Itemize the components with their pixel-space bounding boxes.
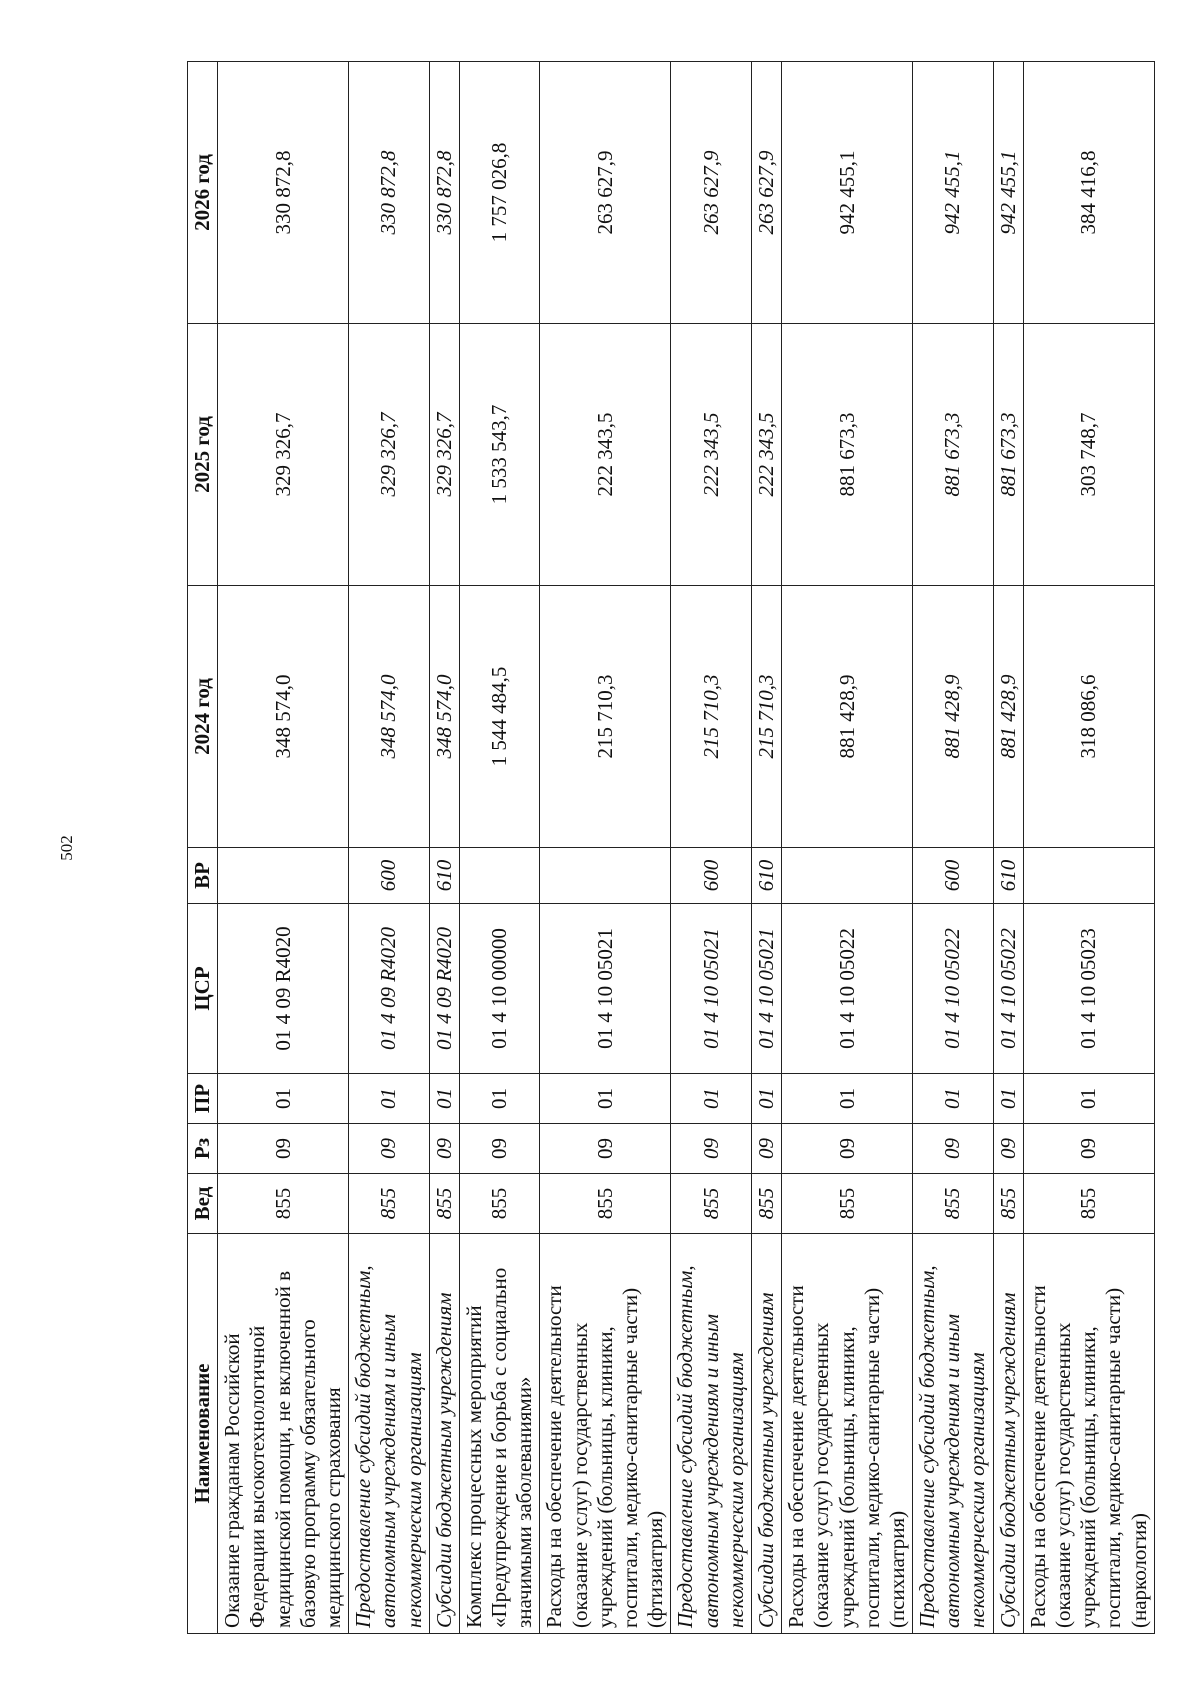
header-2025: 2025 год xyxy=(188,324,218,586)
cell-name: Субсидии бюджетным учреждениям xyxy=(993,1234,1023,1634)
header-ved: Вед xyxy=(188,1174,218,1234)
cell-csr: 01 4 10 05022 xyxy=(782,904,913,1074)
cell-csr: 01 4 10 05021 xyxy=(671,904,752,1074)
cell-2024: 348 574,0 xyxy=(429,586,459,848)
cell-ved: 855 xyxy=(671,1174,752,1234)
rotated-table-container xyxy=(187,62,1151,1634)
cell-2024: 881 428,9 xyxy=(782,586,913,848)
cell-vr xyxy=(459,848,540,904)
cell-2024: 318 086,6 xyxy=(1023,586,1154,848)
page-number: 502 xyxy=(57,835,76,861)
cell-2026: 330 872,8 xyxy=(218,62,349,324)
cell-name: Комплекс процессных мероприятий «Предупреждение и борьба с социально значимыми заболеваниями» xyxy=(459,1234,540,1634)
cell-csr: 01 4 10 05022 xyxy=(913,904,994,1074)
cell-pr: 01 xyxy=(913,1074,994,1124)
cell-ved: 855 xyxy=(913,1174,994,1234)
cell-2025: 222 343,5 xyxy=(671,324,752,586)
cell-csr: 01 4 09 R4020 xyxy=(218,904,349,1074)
table-row xyxy=(540,62,671,1634)
cell-2024: 348 574,0 xyxy=(349,586,430,848)
table-row xyxy=(1023,62,1154,1634)
cell-pr: 01 xyxy=(218,1074,349,1124)
cell-ved: 855 xyxy=(459,1174,540,1234)
cell-ved: 855 xyxy=(782,1174,913,1234)
header-rz: Рз xyxy=(188,1124,218,1174)
cell-vr xyxy=(218,848,349,904)
cell-vr: 600 xyxy=(349,848,430,904)
cell-2025: 222 343,5 xyxy=(540,324,671,586)
cell-name: Предоставление субсидий бюджетным, автономным учреждениям и иным некоммерческим организациям xyxy=(349,1234,430,1634)
cell-rz: 09 xyxy=(671,1124,752,1174)
cell-2026: 942 455,1 xyxy=(993,62,1023,324)
header-2024: 2024 год xyxy=(188,586,218,848)
cell-rz: 09 xyxy=(782,1124,913,1174)
cell-pr: 01 xyxy=(671,1074,752,1124)
budget-table xyxy=(187,61,1155,1634)
cell-rz: 09 xyxy=(540,1124,671,1174)
cell-vr xyxy=(782,848,913,904)
cell-2026: 330 872,8 xyxy=(349,62,430,324)
header-vr: ВР xyxy=(188,848,218,904)
cell-2024: 215 710,3 xyxy=(751,586,781,848)
cell-ved: 855 xyxy=(993,1174,1023,1234)
cell-pr: 01 xyxy=(349,1074,430,1124)
cell-rz: 09 xyxy=(1023,1124,1154,1174)
cell-name: Предоставление субсидий бюджетным, автономным учреждениям и иным некоммерческим организациям xyxy=(671,1234,752,1634)
cell-2025: 329 326,7 xyxy=(429,324,459,586)
cell-vr xyxy=(1023,848,1154,904)
cell-csr: 01 4 10 05021 xyxy=(751,904,781,1074)
table-row xyxy=(993,62,1023,1634)
cell-2026: 263 627,9 xyxy=(751,62,781,324)
table-row xyxy=(782,62,913,1634)
header-pr: ПР xyxy=(188,1074,218,1124)
cell-2024: 215 710,3 xyxy=(671,586,752,848)
cell-vr xyxy=(540,848,671,904)
table-row xyxy=(751,62,781,1634)
cell-2026: 1 757 026,8 xyxy=(459,62,540,324)
cell-name: Расходы на обеспечение деятельности (оказание услуг) государственных учреждений (больницы, клиники, госпитали, медико-санитарные части) (наркология) xyxy=(1023,1234,1154,1634)
cell-2024: 215 710,3 xyxy=(540,586,671,848)
cell-2026: 942 455,1 xyxy=(782,62,913,324)
cell-vr: 610 xyxy=(993,848,1023,904)
cell-csr: 01 4 10 05023 xyxy=(1023,904,1154,1074)
cell-2025: 881 673,3 xyxy=(782,324,913,586)
cell-pr: 01 xyxy=(459,1074,540,1124)
cell-rz: 09 xyxy=(218,1124,349,1174)
cell-vr: 610 xyxy=(751,848,781,904)
cell-2025: 329 326,7 xyxy=(218,324,349,586)
cell-2026: 330 872,8 xyxy=(429,62,459,324)
cell-name: Субсидии бюджетным учреждениям xyxy=(751,1234,781,1634)
cell-csr: 01 4 09 R4020 xyxy=(429,904,459,1074)
cell-2024: 881 428,9 xyxy=(913,586,994,848)
cell-2024: 1 544 484,5 xyxy=(459,586,540,848)
table-body xyxy=(218,62,1155,1634)
cell-csr: 01 4 09 R4020 xyxy=(349,904,430,1074)
cell-2025: 303 748,7 xyxy=(1023,324,1154,586)
cell-pr: 01 xyxy=(429,1074,459,1124)
table-row xyxy=(671,62,752,1634)
cell-2026: 942 455,1 xyxy=(913,62,994,324)
cell-name: Оказание гражданам Российской Федерации высокотехнологичной медицинской помощи, не включенной в базовую программу обязательного медицинского страхования xyxy=(218,1234,349,1634)
table-header-row xyxy=(188,62,218,1634)
table-row xyxy=(349,62,430,1634)
header-csr: ЦСР xyxy=(188,904,218,1074)
cell-ved: 855 xyxy=(349,1174,430,1234)
cell-name: Субсидии бюджетным учреждениям xyxy=(429,1234,459,1634)
header-name: Наименование xyxy=(188,1234,218,1634)
cell-pr: 01 xyxy=(540,1074,671,1124)
table-row xyxy=(218,62,349,1634)
cell-rz: 09 xyxy=(751,1124,781,1174)
cell-2025: 881 673,3 xyxy=(993,324,1023,586)
cell-name: Расходы на обеспечение деятельности (оказание услуг) государственных учреждений (больницы, клиники, госпитали, медико-санитарные части) (фтизиатрия) xyxy=(540,1234,671,1634)
cell-2026: 263 627,9 xyxy=(671,62,752,324)
table-row xyxy=(429,62,459,1634)
cell-2025: 329 326,7 xyxy=(349,324,430,586)
cell-csr: 01 4 10 05022 xyxy=(993,904,1023,1074)
table-row xyxy=(459,62,540,1634)
cell-name: Предоставление субсидий бюджетным, автономным учреждениям и иным некоммерческим организациям xyxy=(913,1234,994,1634)
cell-rz: 09 xyxy=(993,1124,1023,1174)
cell-pr: 01 xyxy=(993,1074,1023,1124)
cell-rz: 09 xyxy=(459,1124,540,1174)
table-row xyxy=(913,62,994,1634)
cell-2024: 881 428,9 xyxy=(993,586,1023,848)
cell-2025: 1 533 543,7 xyxy=(459,324,540,586)
cell-name: Расходы на обеспечение деятельности (оказание услуг) государственных учреждений (больницы, клиники, госпитали, медико-санитарные части) (психиатрия) xyxy=(782,1234,913,1634)
cell-2025: 881 673,3 xyxy=(913,324,994,586)
cell-2026: 384 416,8 xyxy=(1023,62,1154,324)
cell-ved: 855 xyxy=(429,1174,459,1234)
header-2026: 2026 год xyxy=(188,62,218,324)
cell-pr: 01 xyxy=(1023,1074,1154,1124)
cell-vr: 610 xyxy=(429,848,459,904)
cell-rz: 09 xyxy=(429,1124,459,1174)
cell-ved: 855 xyxy=(751,1174,781,1234)
cell-rz: 09 xyxy=(349,1124,430,1174)
cell-rz: 09 xyxy=(913,1124,994,1174)
cell-ved: 855 xyxy=(540,1174,671,1234)
cell-ved: 855 xyxy=(1023,1174,1154,1234)
cell-2025: 222 343,5 xyxy=(751,324,781,586)
cell-2026: 263 627,9 xyxy=(540,62,671,324)
cell-vr: 600 xyxy=(913,848,994,904)
cell-2024: 348 574,0 xyxy=(218,586,349,848)
cell-ved: 855 xyxy=(218,1174,349,1234)
cell-csr: 01 4 10 00000 xyxy=(459,904,540,1074)
cell-pr: 01 xyxy=(751,1074,781,1124)
cell-csr: 01 4 10 05021 xyxy=(540,904,671,1074)
cell-vr: 600 xyxy=(671,848,752,904)
cell-pr: 01 xyxy=(782,1074,913,1124)
